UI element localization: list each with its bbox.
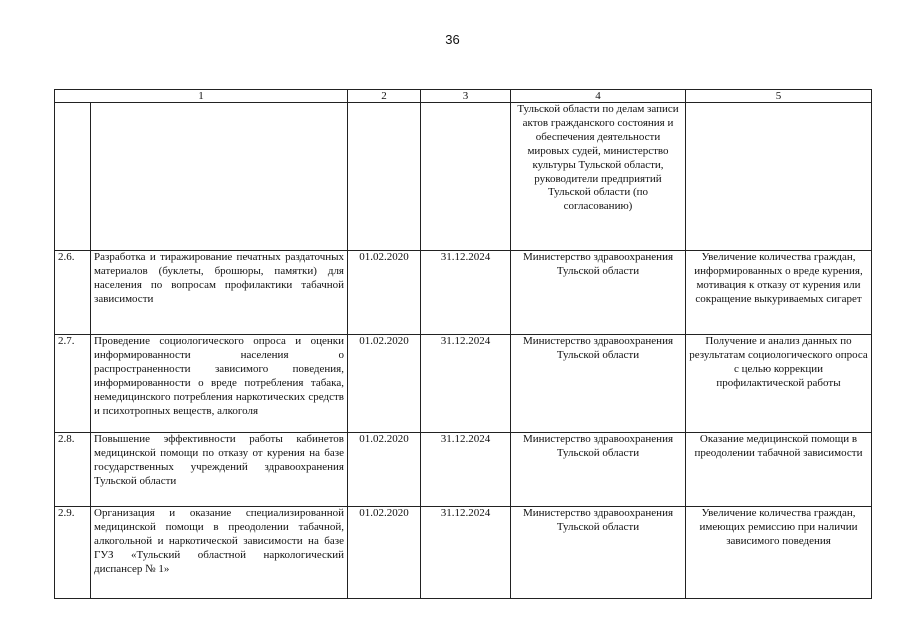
measure-cell: Повышение эффективности работы кабинетов медицинской помощи по отказу от курения на базе государственных учреждений здравоохранения Тульской области (91, 433, 348, 507)
executor-cell: Министерство здравоохранения Тульской области (511, 433, 686, 507)
column-header-5: 5 (686, 90, 872, 103)
column-header-3: 3 (421, 90, 511, 103)
start-date-cell: 01.02.2020 (348, 251, 421, 335)
executor-cell: Тульской области по делам записи актов гражданского состояния и обеспечения деятельности мировых судей, министерство культуры Тульской области, руководители предприятий Тульской области (по согласованию) (511, 103, 686, 251)
end-date-cell (421, 103, 511, 251)
measures-table-body (55, 90, 872, 599)
end-date-cell: 31.12.2024 (421, 507, 511, 599)
measure-cell (91, 103, 348, 251)
column-header-2: 2 (348, 90, 421, 103)
page-number: 36 (445, 32, 460, 47)
row-number: 2.8. (55, 433, 91, 507)
row-number: 2.9. (55, 507, 91, 599)
start-date-cell: 01.02.2020 (348, 335, 421, 433)
start-date-cell (348, 103, 421, 251)
row-number (55, 103, 91, 251)
result-cell (686, 103, 872, 251)
result-cell: Увеличение количества граждан, имеющих ремиссию при наличии зависимого поведения (686, 507, 872, 599)
column-header-1: 1 (55, 90, 348, 103)
executor-cell: Министерство здравоохранения Тульской области (511, 251, 686, 335)
measure-cell: Организация и оказание специализированной медицинской помощи в преодолении табачной, алкогольной и наркотической зависимости на базе ГУЗ «Тульский областной наркологический диспансер № 1» (91, 507, 348, 599)
end-date-cell: 31.12.2024 (421, 335, 511, 433)
result-cell: Оказание медицинской помощи в преодолении табачной зависимости (686, 433, 872, 507)
table-row (55, 103, 872, 251)
executor-cell: Министерство здравоохранения Тульской области (511, 335, 686, 433)
column-header-4: 4 (511, 90, 686, 103)
end-date-cell: 31.12.2024 (421, 251, 511, 335)
executor-cell: Министерство здравоохранения Тульской области (511, 507, 686, 599)
row-number: 2.6. (55, 251, 91, 335)
measure-cell: Разработка и тиражирование печатных раздаточных материалов (буклеты, брошюры, памятки) для населения по вопросам профилактики табачной зависимости (91, 251, 348, 335)
table-row (55, 335, 872, 433)
table-row (55, 251, 872, 335)
start-date-cell: 01.02.2020 (348, 433, 421, 507)
row-number: 2.7. (55, 335, 91, 433)
end-date-cell: 31.12.2024 (421, 433, 511, 507)
result-cell: Увеличение количества граждан, информированных о вреде курения, мотивация к отказу от курения или сокращение выкуриваемых сигарет (686, 251, 872, 335)
column-number-header-row (55, 90, 872, 103)
table-row (55, 507, 872, 599)
start-date-cell: 01.02.2020 (348, 507, 421, 599)
measures-table (54, 89, 872, 599)
measure-cell: Проведение социологического опроса и оценки информированности населения о распространенности зависимого поведения, информированности о вреде потребления табака, немедицинского потребления наркотических средств и психотропных веществ, алкоголя (91, 335, 348, 433)
result-cell: Получение и анализ данных по результатам социологического опроса с целью коррекции профилактической работы (686, 335, 872, 433)
table-row (55, 433, 872, 507)
